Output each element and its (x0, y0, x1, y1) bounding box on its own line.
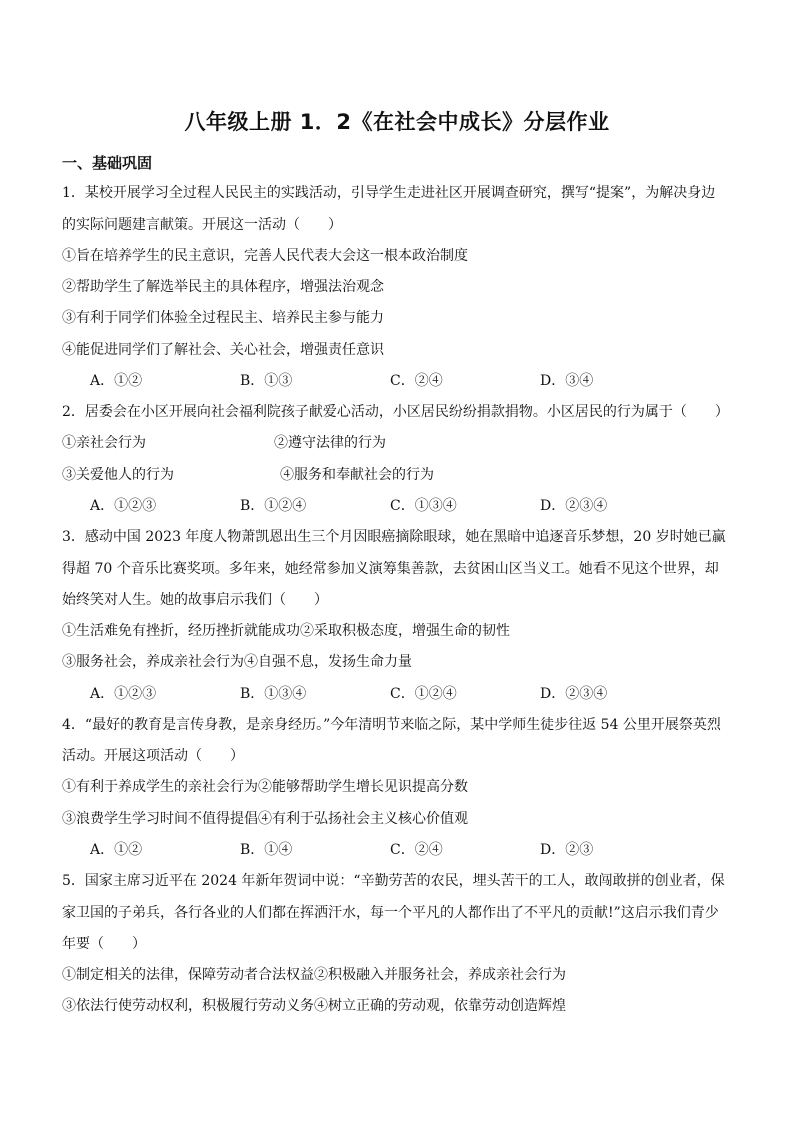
q4-options (90, 841, 690, 859)
q1-statement-4: ④能促进同学们了解社会、关心社会，增强责任意识 (62, 342, 384, 358)
q1-stem-line-2: 的实际问题建言献策。开展这一活动（ ） (62, 217, 342, 233)
q5-stem-line-1: 5．国家主席习近平在 2024 年新年贺词中说：“辛勤劳苦的农民，埋头苦干的工人，敢闯敢拼的创业者，保 (62, 873, 725, 889)
q3-statement-line-2: ③服务社会，养成亲社会行为④自强不息，发扬生命力量 (62, 654, 412, 670)
section-heading: 一、基础巩固 (62, 154, 153, 172)
q2-option-d[interactable]: D．②③④ (540, 498, 608, 514)
q3-stem-line-2: 得超 70 个音乐比赛奖项。多年来，她经常参加义演筹集善款，去贫困山区当义工。她看不见这个世界，却 (62, 561, 719, 577)
q4-stem-line-1: 4．“最好的教育是言传身教，是亲身经历。”今年清明节来临之际，某中学师生徒步往返 54 公里开展祭英烈 (62, 717, 721, 733)
q4-option-b[interactable]: B．①④ (240, 842, 293, 858)
q2-option-c[interactable]: C．①③④ (390, 498, 457, 514)
q5-stem-line-2: 家卫国的子弟兵，各行各业的人们都在挥洒汗水，每一个平凡的人都作出了不平凡的贡献!”这启示我们青少 (62, 905, 719, 921)
q1-option-d[interactable]: D．③④ (540, 373, 594, 389)
q3-stem-line-1: 3．感动中国 2023 年度人物萧凯恩出生三个月因眼癌摘除眼球，她在黑暗中追逐音乐梦想，20 岁时她已赢 (62, 529, 726, 545)
q2-statement-4: ④服务和奉献社会的行为 (280, 467, 434, 483)
q5-stem-line-3: 年要（ ） (62, 936, 146, 952)
q4-statement-line-1: ①有利于养成学生的亲社会行为②能够帮助学生增长见识提高分数 (62, 779, 468, 795)
q1-option-a[interactable]: A．①② (90, 373, 143, 389)
q1-statement-3: ③有利于同学们体验全过程民主、培养民主参与能力 (62, 310, 384, 326)
q2-statement-row-1 (62, 434, 386, 452)
q2-options (90, 497, 690, 515)
page-title: 八年级上册 1．2《在社会中成长》分层作业 (184, 110, 610, 134)
q5-statement-line-1: ①制定相关的法律，保障劳动者合法权益②积极融入并服务社会，养成亲社会行为 (62, 967, 566, 983)
q1-statement-1: ①旨在培养学生的民主意识，完善人民代表大会这一根本政治制度 (62, 248, 468, 264)
q1-statement-2: ②帮助学生了解选举民主的具体程序，增强法治观念 (62, 279, 384, 295)
q2-statement-2: ②遵守法律的行为 (274, 435, 386, 451)
q1-option-b[interactable]: B．①③ (240, 373, 293, 389)
q3-option-a[interactable]: A．①②③ (90, 686, 157, 702)
q5-statement-line-2: ③依法行使劳动权利，积极履行劳动义务④树立正确的劳动观，依靠劳动创造辉煌 (62, 998, 566, 1014)
q1-option-c[interactable]: C．②④ (390, 373, 443, 389)
q4-option-d[interactable]: D．②③ (540, 842, 594, 858)
q3-option-c[interactable]: C．①②④ (390, 686, 457, 702)
q2-statement-3: ③关爱他人的行为 (62, 467, 174, 483)
q2-option-a[interactable]: A．①②③ (90, 498, 157, 514)
q4-option-c[interactable]: C．②④ (390, 842, 443, 858)
q3-option-d[interactable]: D．②③④ (540, 686, 608, 702)
q3-option-b[interactable]: B．①③④ (240, 686, 307, 702)
q1-options (90, 372, 690, 390)
q3-statement-line-1: ①生活难免有挫折，经历挫折就能成功②采取积极态度，增强生命的韧性 (62, 623, 510, 639)
q2-option-b[interactable]: B．①②④ (240, 498, 307, 514)
q4-option-a[interactable]: A．①② (90, 842, 143, 858)
q2-stem-line-1: 2．居委会在小区开展向社会福利院孩子献爱心活动，小区居民纷纷捐款捐物。小区居民的行为属于（ ） (62, 404, 729, 420)
q4-statement-line-2: ③浪费学生学习时间不值得提倡④有利于弘扬社会主义核心价值观 (62, 811, 468, 827)
q3-stem-line-3: 始终笑对人生。她的故事启示我们（ ） (62, 592, 328, 608)
q4-stem-line-2: 活动。开展这项活动（ ） (62, 748, 244, 764)
q3-options (90, 685, 690, 703)
q2-statement-1: ①亲社会行为 (62, 435, 146, 451)
q1-stem-line-1: 1．某校开展学习全过程人民民主的实践活动，引导学生走进社区开展调查研究，撰写“提案”，为解决身边 (62, 185, 716, 201)
q2-statement-row-2 (62, 466, 434, 484)
